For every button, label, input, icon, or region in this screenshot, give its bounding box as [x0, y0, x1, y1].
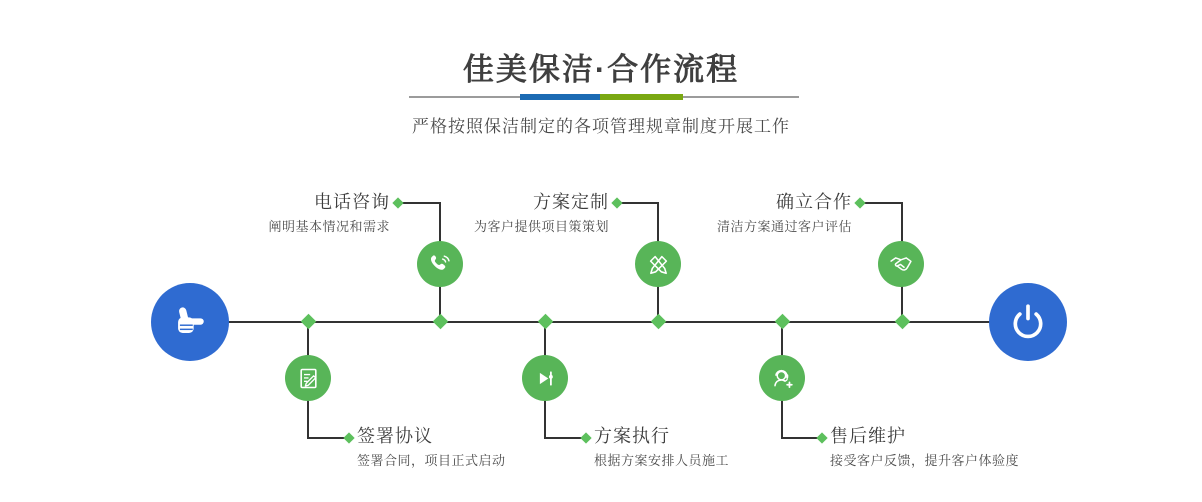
- title-divider: [0, 91, 1202, 103]
- connector-line: [307, 437, 345, 439]
- step-desc: 根据方案安排人员施工: [594, 453, 730, 468]
- step-title: 方案执行: [594, 426, 670, 446]
- end-node: [989, 283, 1067, 361]
- page-subtitle: 严格按照保洁制定的各项管理规章制度开展工作: [412, 117, 790, 136]
- step-title: 方案定制: [533, 192, 609, 212]
- timeline-node-diamond: [895, 314, 911, 330]
- timeline-node-diamond: [301, 314, 317, 330]
- timeline-node-diamond: [538, 314, 554, 330]
- timeline-node-diamond: [433, 314, 449, 330]
- handshake-icon: [887, 250, 915, 278]
- pointing-hand-icon: [168, 300, 212, 344]
- start-node: [151, 283, 229, 361]
- step-circle-execution: [522, 355, 568, 401]
- divider-blue-bar: [520, 94, 600, 100]
- timeline-node-diamond: [651, 314, 667, 330]
- timeline-node-diamond: [775, 314, 791, 330]
- customer-service-icon: [768, 364, 796, 392]
- timeline-axis: [225, 321, 992, 323]
- phone-icon: [427, 251, 454, 278]
- step-circle-design: [635, 241, 681, 287]
- step-label-establish-cooperation: [592, 190, 852, 236]
- step-desc: 阐明基本情况和需求: [268, 219, 390, 234]
- step-title: 签署协议: [357, 426, 433, 446]
- step-title: 售后维护: [830, 426, 906, 446]
- step-title: 电话咨询: [314, 192, 390, 212]
- step-desc: 为客户提供项目策策划: [473, 219, 609, 234]
- step-circle-phone: [417, 241, 463, 287]
- step-circle-cooperation: [878, 241, 924, 287]
- power-icon: [1007, 301, 1049, 343]
- play-slider-icon: [532, 365, 559, 392]
- step-label-aftersales-maintenance: [830, 424, 1130, 470]
- step-circle-aftersales: [759, 355, 805, 401]
- contract-icon: [295, 365, 322, 392]
- label-bullet-diamond: [343, 432, 354, 443]
- connector-line: [863, 202, 903, 204]
- step-desc: 签署合同，项目正式启动: [357, 453, 506, 468]
- divider-green-bar: [600, 94, 683, 100]
- page-title: 佳美保洁·合作流程: [462, 52, 740, 87]
- step-label-plan-customize: [349, 190, 609, 236]
- step-desc: 接受客户反馈，提升客户体验度: [830, 453, 1020, 468]
- label-bullet-diamond: [854, 197, 865, 208]
- step-circle-contract: [285, 355, 331, 401]
- crossed-pencils-icon: [645, 251, 672, 278]
- step-desc: 清洁方案通过客户评估: [716, 219, 852, 234]
- step-title: 确立合作: [776, 192, 852, 212]
